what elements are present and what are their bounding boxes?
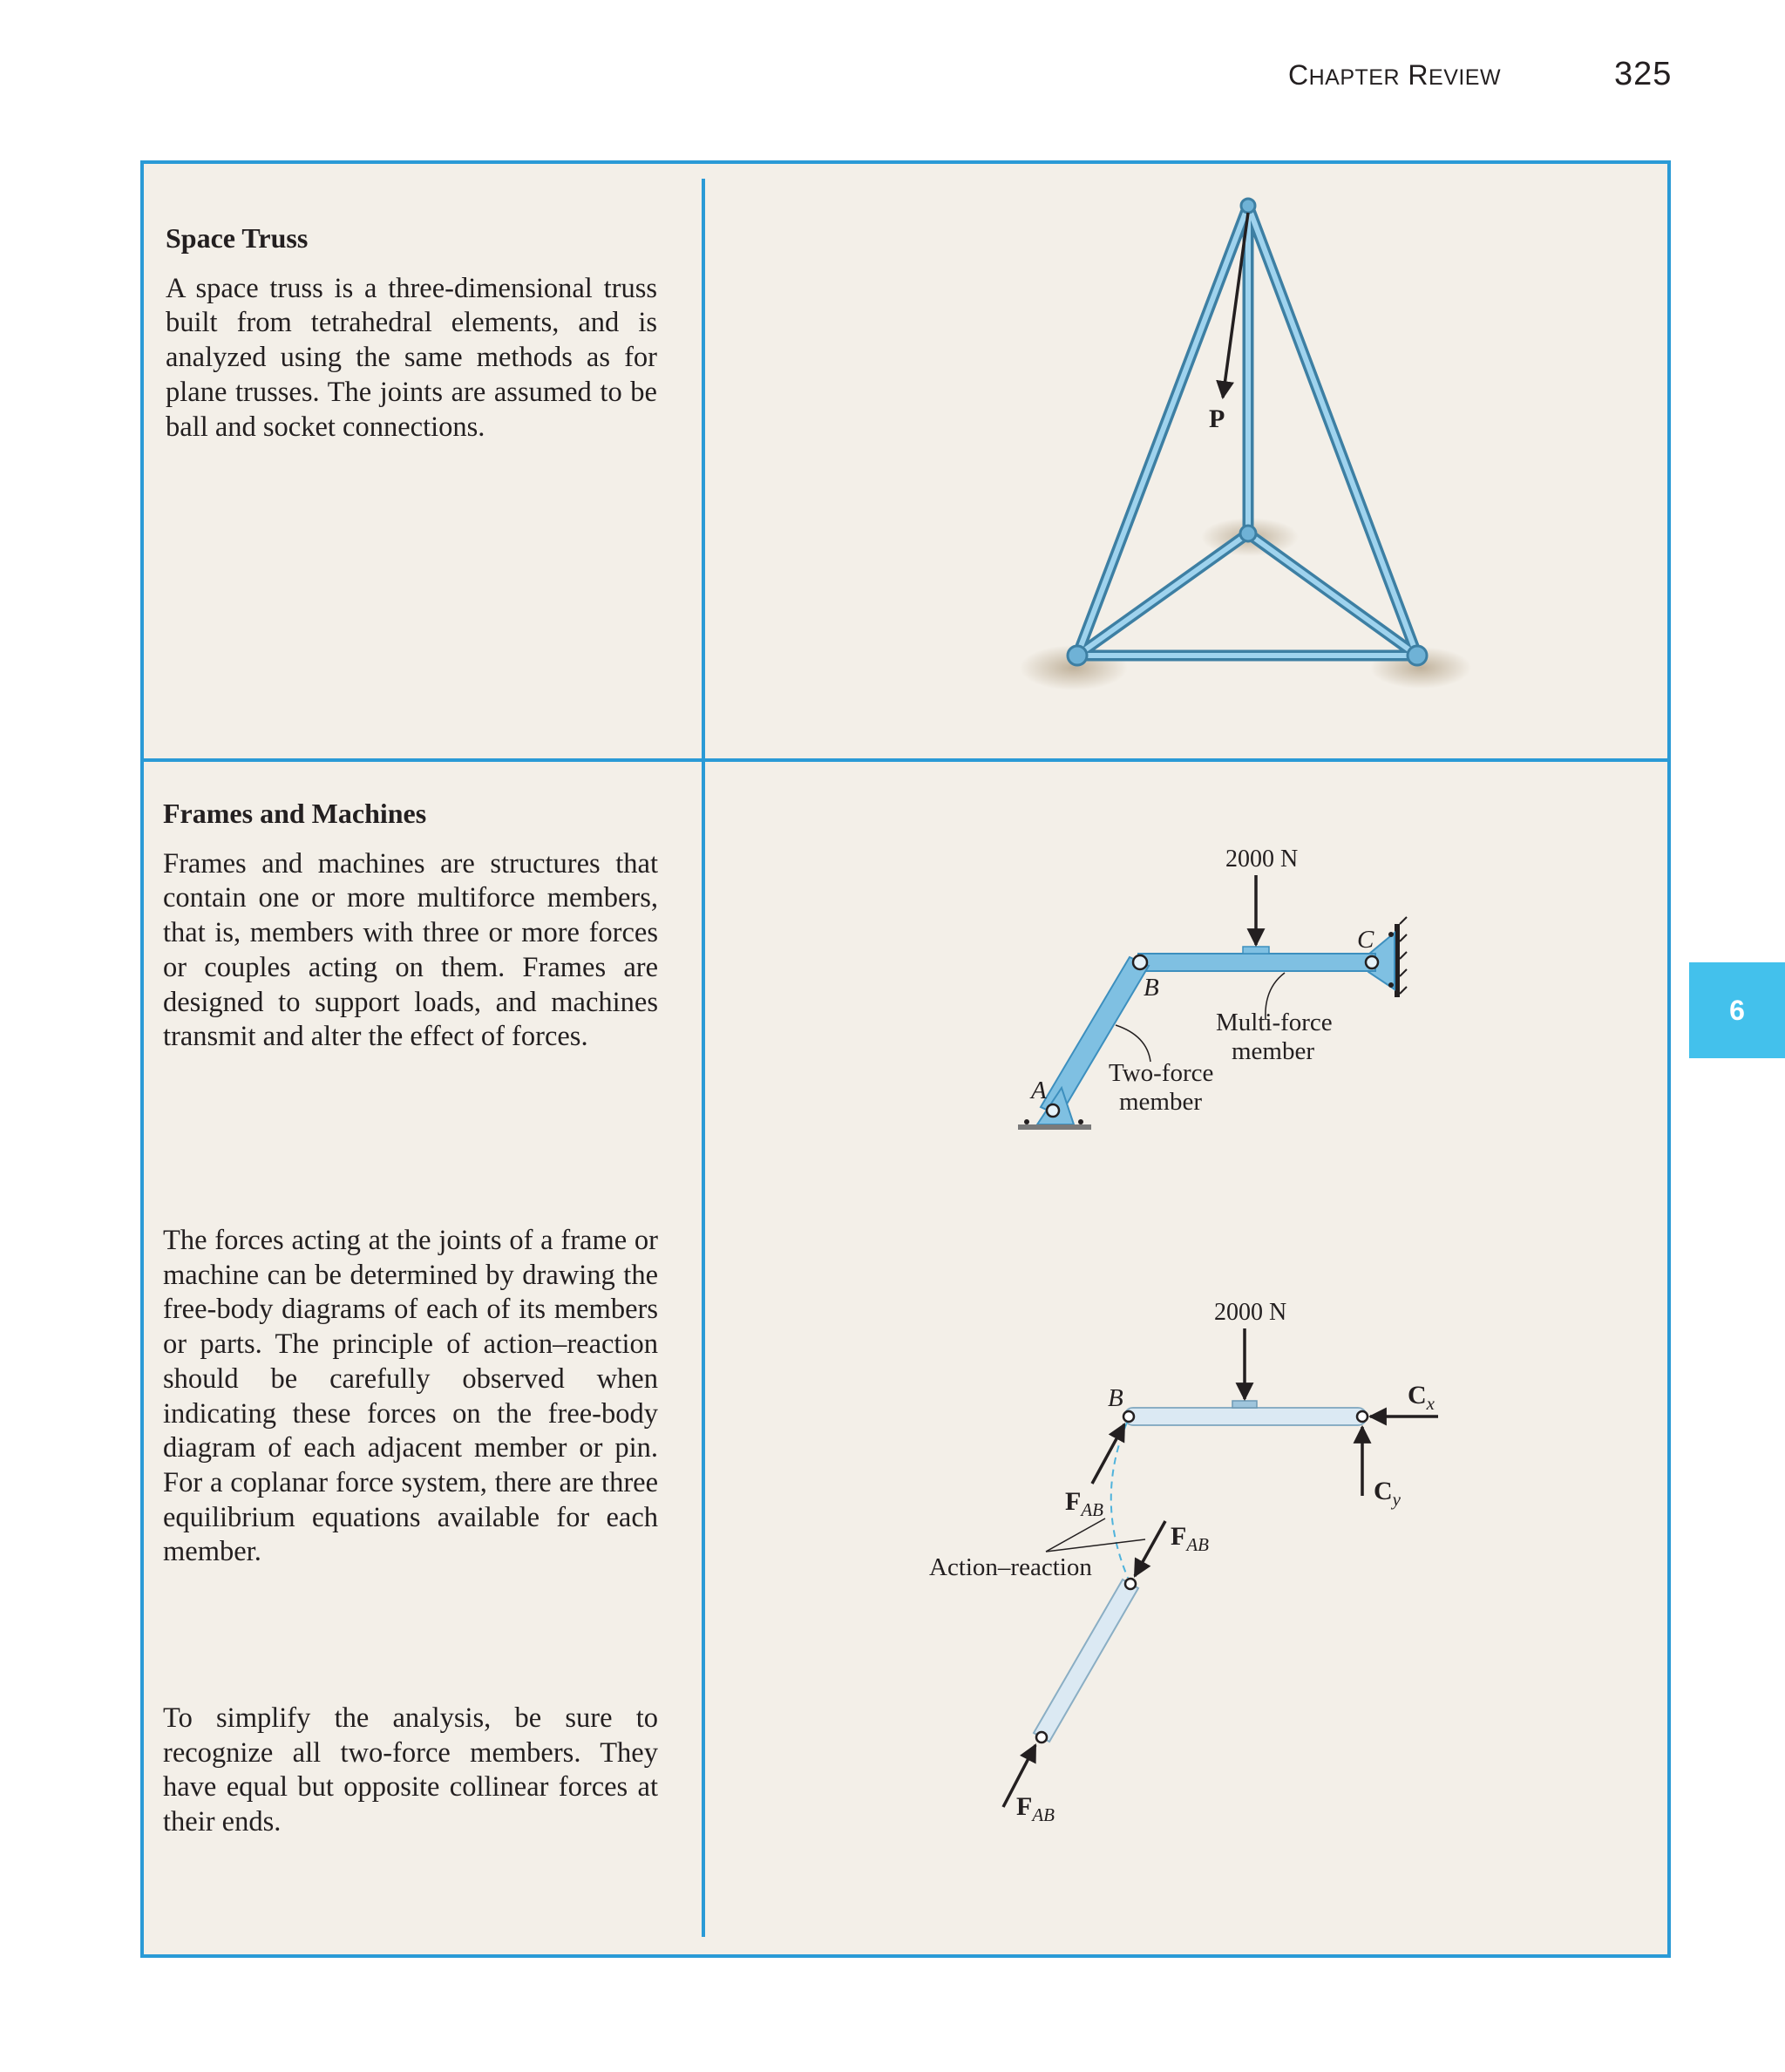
frame-label-b: B (1144, 974, 1159, 1002)
frames-machines-paragraph-3: To simplify the analysis, be sure to recognize all two-force members. They have equal but opposite collinear forces at their ends. (163, 1702, 658, 1838)
frames-machines-paragraph-1: Frames and machines are structures that contain one or more multiforce members, that is, members with three or more forces or couples acting on them. Frames are designed to support loads, and machines transmit and alter the effect of forces. (163, 847, 658, 1053)
action-reaction-leader-2 (1046, 1539, 1145, 1552)
frame-ground (1018, 1124, 1091, 1130)
frame-pin-a (1047, 1104, 1059, 1117)
frame-label-c: C (1357, 926, 1374, 954)
multi-force-label-1: Multi-force (1216, 1009, 1333, 1036)
fbd-member-ab (1034, 1579, 1138, 1742)
fbd-cx-label: $C_x$ (1408, 1381, 1435, 1414)
truss-joint-apex (1241, 199, 1255, 213)
fbd-pin-b (1123, 1411, 1134, 1422)
action-reaction-leader-1 (1046, 1518, 1105, 1552)
fbd-pin-c (1357, 1411, 1368, 1422)
frame-load-plate (1243, 947, 1269, 954)
fbd-load-plate (1232, 1401, 1257, 1408)
frames-machines-heading: Frames and Machines (163, 798, 427, 829)
frames-machines-paragraph-2: The forces acting at the joints of a frame or machine can be determined by drawing the free-body diagrams of each of its members or parts. The principle of action–reaction should be carefully observed when indicating these forces on the free-body diagram of each adjacent member or pin. For a coplanar force system, there are three equilibrium equations available for each member. (163, 1225, 658, 1568)
two-force-leader (1116, 1025, 1150, 1062)
fbd-fab-label-top: $F_{AB}$ (1171, 1522, 1209, 1555)
running-head-initial-2: R (1408, 59, 1429, 91)
fbd-figure (929, 1299, 1438, 1825)
fbd-fab-label-bottom: $F_{AB}$ (1016, 1792, 1055, 1825)
truss-load-label: P (1209, 404, 1225, 433)
space-truss-figure (1020, 199, 1471, 690)
space-truss-heading: Space Truss (166, 222, 309, 254)
frame-label-a: A (1031, 1077, 1047, 1104)
frame-pin-b (1133, 955, 1147, 969)
chapter-tab: 6 (1689, 962, 1785, 1058)
running-head-rest-2: EVIEW (1429, 65, 1502, 90)
fbd-member-bc (1124, 1408, 1367, 1425)
truss-joint-center (1240, 526, 1256, 541)
frame-pin-c (1366, 956, 1378, 968)
two-force-label-2: member (1119, 1088, 1203, 1116)
page-number: 325 (1614, 56, 1673, 92)
fbd-label-b: B (1108, 1384, 1123, 1412)
truss-joint-left (1068, 646, 1087, 665)
multi-force-label-2: member (1232, 1037, 1315, 1065)
running-head-initial-1: C (1288, 59, 1309, 91)
fbd-pin-ab-bottom (1036, 1732, 1047, 1743)
fbd-pin-ab-top (1125, 1579, 1136, 1589)
frame-figure (1018, 846, 1407, 1130)
fbd-cy-label: $C_y$ (1374, 1477, 1401, 1510)
frame-member-bc (1138, 954, 1375, 971)
fbd-fab-label-b: $F_{AB}$ (1065, 1487, 1103, 1520)
two-force-label-1: Two-force (1109, 1059, 1214, 1087)
running-head-rest-1: HAPTER (1308, 65, 1401, 90)
action-reaction-label: Action–reaction (929, 1553, 1092, 1581)
frame-load-label: 2000 N (1225, 846, 1299, 873)
fbd-load-label: 2000 N (1214, 1299, 1287, 1326)
fbd-fab-arrow-b (1092, 1424, 1124, 1484)
space-truss-body: A space truss is a three-dimensional truss built from tetrahedral elements, and is analyzed using the same methods as for plane trusses. The joints are assumed to be ball and socket connections. (166, 272, 657, 443)
fbd-fab-arrow-top (1135, 1521, 1165, 1576)
truss-joint-right (1408, 646, 1427, 665)
